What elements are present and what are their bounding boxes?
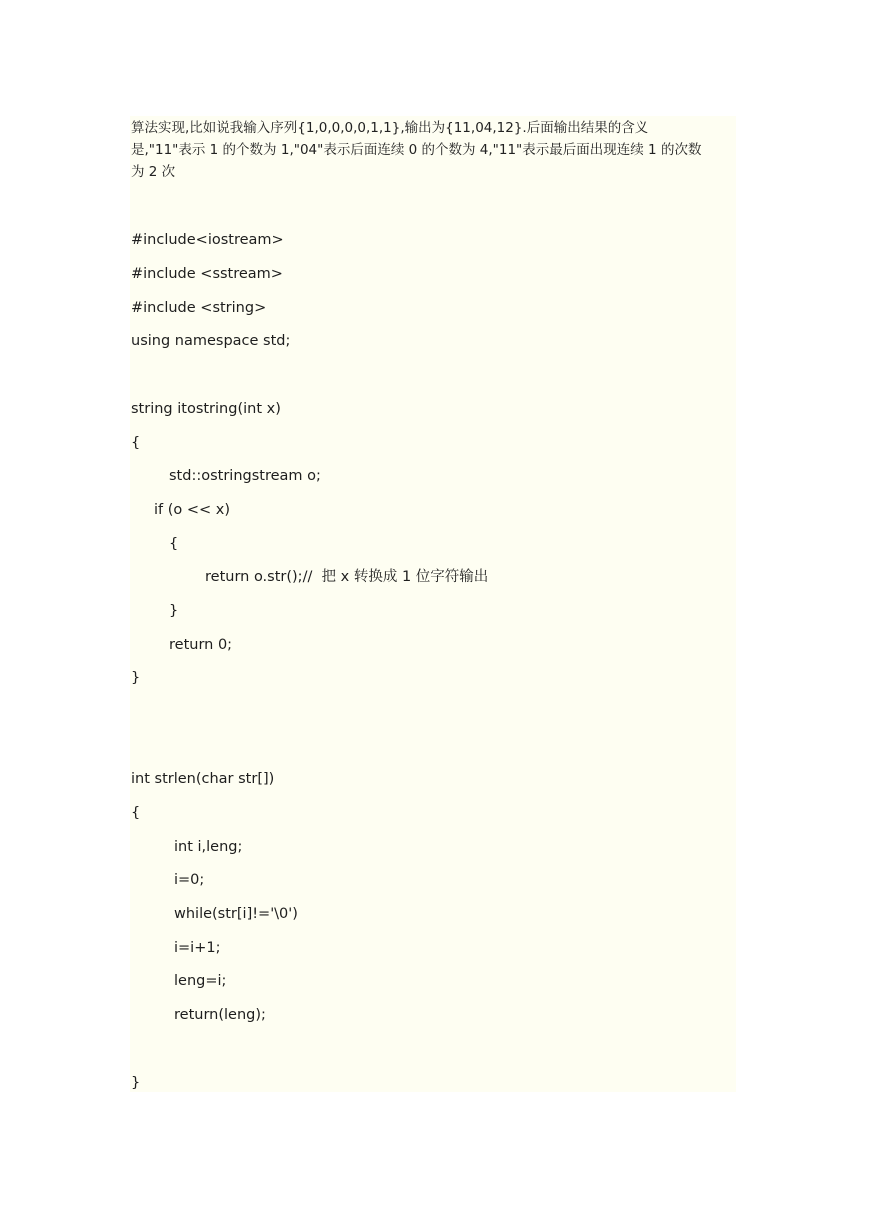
- code-line-ostringstream: std::ostringstream o;: [169, 468, 321, 484]
- code-line-include-iostream: #include<iostream>: [131, 232, 284, 248]
- code-line-include-sstream: #include <sstream>: [131, 266, 283, 282]
- code-line-include-string: #include <string>: [131, 300, 267, 316]
- code-line-return-zero: return 0;: [169, 637, 233, 653]
- code-line-return-str: return o.str();// 把 x 转换成 1 位字符输出: [205, 569, 489, 585]
- code-line-strlen-close-brace: }: [131, 1075, 141, 1091]
- code-line-if-close-brace: }: [169, 603, 179, 619]
- code-line-using-namespace: using namespace std;: [131, 333, 291, 349]
- description-line-1: 算法实现,比如说我输入序列{1,0,0,0,0,1,1},输出为{11,04,12}.后面输出结果的含义: [131, 120, 649, 136]
- code-line-while: while(str[i]!='\0'): [174, 906, 298, 922]
- description-line-2: 是,"11"表示 1 的个数为 1,"04"表示后面连续 0 的个数为 4,"11"表示最后面出现连续 1 的次数: [131, 142, 702, 158]
- code-line-close-brace: }: [131, 670, 141, 686]
- code-line-itostring-signature: string itostring(int x): [131, 401, 281, 417]
- document-page: [130, 116, 736, 1092]
- problem-description: [131, 117, 741, 183]
- code-line-init-i: i=0;: [174, 872, 205, 888]
- code-line-strlen-open-brace: {: [131, 805, 141, 821]
- description-line-3: 为 2 次: [131, 164, 176, 180]
- code-line-return-leng: return(leng);: [174, 1007, 266, 1023]
- code-line-strlen-signature: int strlen(char str[]): [131, 771, 275, 787]
- code-line-declare-vars: int i,leng;: [174, 839, 243, 855]
- code-line-if-stream: if (o << x): [154, 502, 231, 518]
- code-line-assign-leng: leng=i;: [174, 973, 227, 989]
- code-line-increment: i=i+1;: [174, 940, 221, 956]
- code-line-if-open-brace: {: [169, 536, 179, 552]
- code-line-open-brace: {: [131, 435, 141, 451]
